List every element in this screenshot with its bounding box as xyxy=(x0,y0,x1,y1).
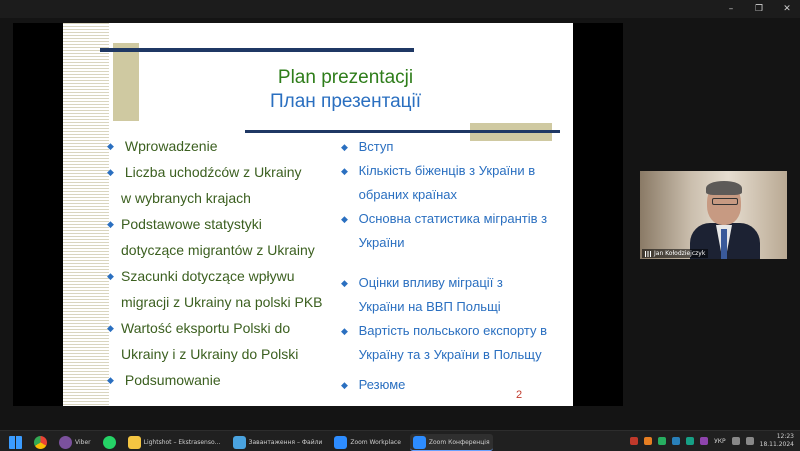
bullet-icon: ◆ xyxy=(341,326,348,336)
zoom-icon xyxy=(334,436,347,449)
agenda-item: ◆ Podsumowanie xyxy=(107,367,337,393)
participant-hair xyxy=(706,181,742,195)
minimize-button[interactable]: – xyxy=(728,4,734,14)
bullet-icon: ◆ xyxy=(107,271,114,281)
tray-app-icon[interactable] xyxy=(644,437,652,445)
agenda-item-continued: України на ВВП Польщі xyxy=(358,299,501,314)
agenda-polish xyxy=(107,133,337,393)
zoom-icon xyxy=(413,436,426,449)
window-titlebar xyxy=(0,0,800,18)
agenda-item: ◆ Вартість польського експорту в xyxy=(341,319,571,343)
participant-glasses xyxy=(712,198,738,205)
bullet-icon: ◆ xyxy=(107,375,114,385)
slide-title-polish: Plan prezentacji xyxy=(277,67,414,88)
agenda-ukrainian xyxy=(341,135,571,397)
agenda-item-continued: Ukrainy i z Ukrainy do Polski xyxy=(121,346,299,362)
maximize-button[interactable]: ❐ xyxy=(754,4,764,14)
bullet-icon: ◆ xyxy=(341,142,348,152)
taskbar-downloads[interactable]: Завантаження – Файли xyxy=(230,435,326,451)
agenda-item: ◆ Wartość eksportu Polski do xyxy=(107,315,337,341)
taskbar-zoom-meeting[interactable]: Zoom Конференція xyxy=(410,434,493,451)
bullet-icon: ◆ xyxy=(107,323,114,333)
agenda-item: ◆ Вступ xyxy=(341,135,571,159)
bullet-icon: ◆ xyxy=(341,214,348,224)
tray-app-icon[interactable] xyxy=(700,437,708,445)
windows-start-icon xyxy=(9,436,22,449)
clock-date: 18.11.2024 xyxy=(759,441,794,448)
windows-taskbar xyxy=(0,430,800,451)
agenda-item-continued: обраних країнах xyxy=(358,187,457,202)
slide-navy-bar-top xyxy=(100,48,414,52)
tray-app-icon[interactable] xyxy=(672,437,680,445)
language-indicator[interactable]: УКР xyxy=(714,437,726,445)
taskbar-folder[interactable]: Lightshot – Ekstrasenso… xyxy=(125,435,224,451)
tray-app-icon[interactable] xyxy=(630,437,638,445)
agenda-item: ◆ Оцінки впливу міграції з xyxy=(341,271,571,295)
taskbar-zoom-workplace[interactable]: Zoom Workplace xyxy=(331,435,404,451)
agenda-item-continued: dotyczące migrantów z Ukrainy xyxy=(121,242,315,258)
agenda-item: ◆ Wprowadzenie xyxy=(107,133,337,159)
agenda-item-continued: migracji z Ukrainy na polski PKB xyxy=(121,294,323,310)
signal-icon xyxy=(645,251,651,257)
participant-video-tile[interactable] xyxy=(640,171,787,259)
presentation-slide xyxy=(63,23,573,406)
tray-app-icon[interactable] xyxy=(658,437,666,445)
bullet-icon: ◆ xyxy=(341,380,348,390)
bullet-icon: ◆ xyxy=(107,219,114,229)
agenda-item-continued: w wybranych krajach xyxy=(121,190,251,206)
viber-icon xyxy=(59,436,72,449)
folder-icon xyxy=(128,436,141,449)
participant-tie xyxy=(721,229,727,259)
bullet-icon: ◆ xyxy=(107,141,114,151)
chrome-icon xyxy=(34,436,47,449)
agenda-item: ◆ Основна статистика мігрантів з xyxy=(341,207,571,231)
agenda-item: ◆ Liczba uchodźców z Ukrainy xyxy=(107,159,337,185)
slide-title-ukrainian: План презентації xyxy=(269,91,422,112)
bullet-icon: ◆ xyxy=(341,278,348,288)
agenda-item: ◆ Кількість біженців з України в xyxy=(341,159,571,183)
volume-icon[interactable] xyxy=(746,437,754,445)
download-icon xyxy=(233,436,246,449)
taskbar-viber[interactable]: Viber xyxy=(56,435,94,451)
bullet-icon: ◆ xyxy=(341,166,348,176)
agenda-item-continued: Україну та з України в Польщу xyxy=(358,347,542,362)
wifi-icon[interactable] xyxy=(732,437,740,445)
taskbar-whatsapp[interactable] xyxy=(100,435,119,451)
agenda-item: ◆ Резюме xyxy=(341,373,571,397)
start-button[interactable] xyxy=(6,435,25,451)
slide-page-number: 2 xyxy=(516,389,523,401)
agenda-item: ◆ Podstawowe statystyki xyxy=(107,211,337,237)
taskbar-chrome[interactable] xyxy=(31,435,50,451)
agenda-item-continued: України xyxy=(358,235,405,250)
agenda-item: ◆ Szacunki dotyczące wpływu xyxy=(107,263,337,289)
tray-app-icon[interactable] xyxy=(686,437,694,445)
whatsapp-icon xyxy=(103,436,116,449)
bullet-icon: ◆ xyxy=(107,167,114,177)
participant-name-label: Jan Kołodziejczyk xyxy=(642,249,708,258)
clock-time: 12:23 xyxy=(776,433,794,440)
system-clock[interactable] xyxy=(760,433,794,449)
close-button[interactable]: ✕ xyxy=(783,4,791,14)
